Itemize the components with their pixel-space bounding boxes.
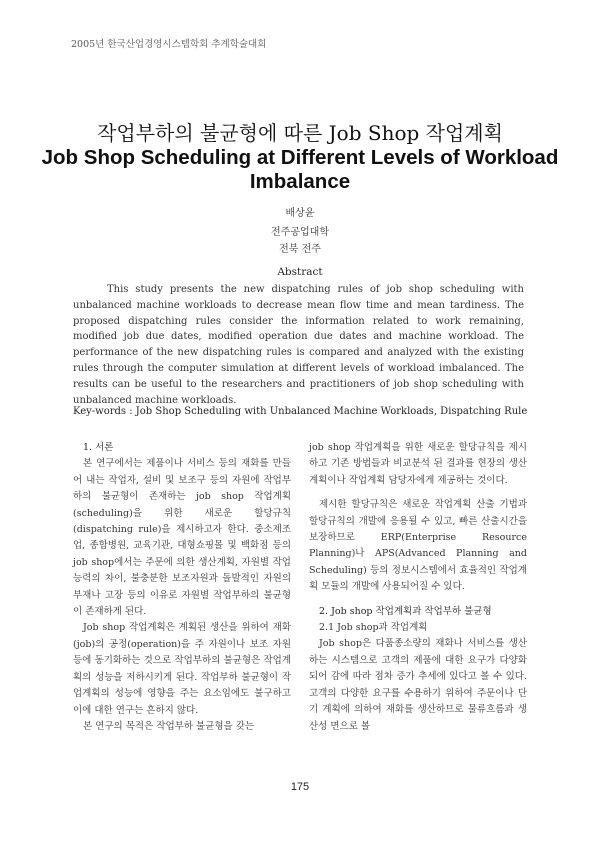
paragraph: Job shop은 다품종소량의 재화나 서비스를 생산하는 시스템으로 고객의 제품에 대한 요구가 다양화되어 감에 따라 점차 증가 추세에 있다고 볼 수 있다. 고객의 다양한 요구를 수용하기 위하여 주문이나 단기 계획에 의하여 재화를 생산하므로 물류흐름과 생산성 면으로 볼 bbox=[309, 638, 527, 732]
section-2-title: 2. Job shop 작업계획과 작업부하 불균형 bbox=[319, 605, 492, 617]
abstract-heading: Abstract bbox=[277, 266, 323, 278]
paragraph: Job shop 작업계획은 계획된 생산을 위하여 재화(job)의 공정(operation)을 주 자원이나 보조 자원 등에 동기화하는 것으로 작업부하의 불균형은 작업계획의 성능을 저하시키게 된다. 작업부하 불균형이 작업계획의 성능에 영향을 주는 요소임에도 불구하고 이에 대한 연구는 흔하지 않다. bbox=[73, 622, 291, 716]
author-name: 배상윤 bbox=[285, 208, 315, 219]
paragraph: 제시한 할당규칙은 새로운 작업계획 산출 기법과 할당규칙의 개발에 응용될 수 있고, 빠른 산출시간을 보장하므로 ERP(Enterprise Resource Planning)나 APS(Advanced Planning and Scheduling) 등의 정보시스템에서 효율적인 작업계획 모듈의 개발에 사용되어질 수 있다. bbox=[309, 499, 527, 593]
left-column bbox=[73, 440, 291, 735]
paragraph: 본 연구의 목적은 작업부하 불균형을 갖는 bbox=[83, 720, 255, 732]
right-column bbox=[309, 440, 527, 735]
title-korean: 작업부하의 불균형에 따른 Job Shop 작업계획 bbox=[97, 121, 503, 145]
author-location: 전북 전주 bbox=[279, 244, 321, 255]
section-2-1-title: 2.1 Job shop과 작업계획 bbox=[319, 622, 428, 634]
paragraph: 본 연구에서는 제품이나 서비스 등의 재화를 만들어 내는 작업자, 설비 및 보조구 등의 자원에 작업부하의 불균형이 존재하는 job shop 작업계획(scheduling)을 위한 새로운 할당규칙(dispatching rule)을 제시하고자 한다. 중소제조업, 종합병원, 교육기관, 대형쇼핑몰 및 백화점 등의 job shop에서는 주문에 의한 생산계획, 자원별 작업 능력의 차이, 불충분한 보조자원과 돌발적인 자원의 부재나 고장 등의 이유로 자원별 작업부하의 불균형이 존재하게 된다. bbox=[73, 458, 291, 618]
page-number: 175 bbox=[290, 781, 310, 793]
title-english: Job Shop Scheduling at Different Levels of Workload Imbalance bbox=[41, 146, 559, 193]
paragraph: job shop 작업계획을 위한 새로운 할당규칙을 제시하고 기존 방법들과 비교분석 된 결과를 현장의 생산계획이나 작업계획 담당자에게 제공하는 것이다. bbox=[309, 442, 527, 486]
section-1-title: 1. 서론 bbox=[83, 442, 114, 453]
conference-header: 2005년 한국산업경영시스템학회 추계학술대회 bbox=[71, 39, 267, 50]
keywords: Key-words : Job Shop Scheduling with Unbalanced Machine Workloads, Dispatching Rule bbox=[73, 406, 528, 417]
abstract-body: This study presents the new dispatching rules of job shop scheduling with unbalanced machine workloads to decrease mean flow time and mean tardiness. The proposed dispatching rules consider the information related to work remaining, modified job due dates, modified operation due dates and machine workload. The performance of the new dispatching rules is compared and analyzed with the existing rules through the computer simulation at different levels of workload imbalanced. The results can be useful to the researchers and practitioners of job shop scheduling with unbalanced machine workloads. bbox=[73, 284, 524, 406]
author-affiliation: 전주공업대학 bbox=[271, 227, 329, 238]
